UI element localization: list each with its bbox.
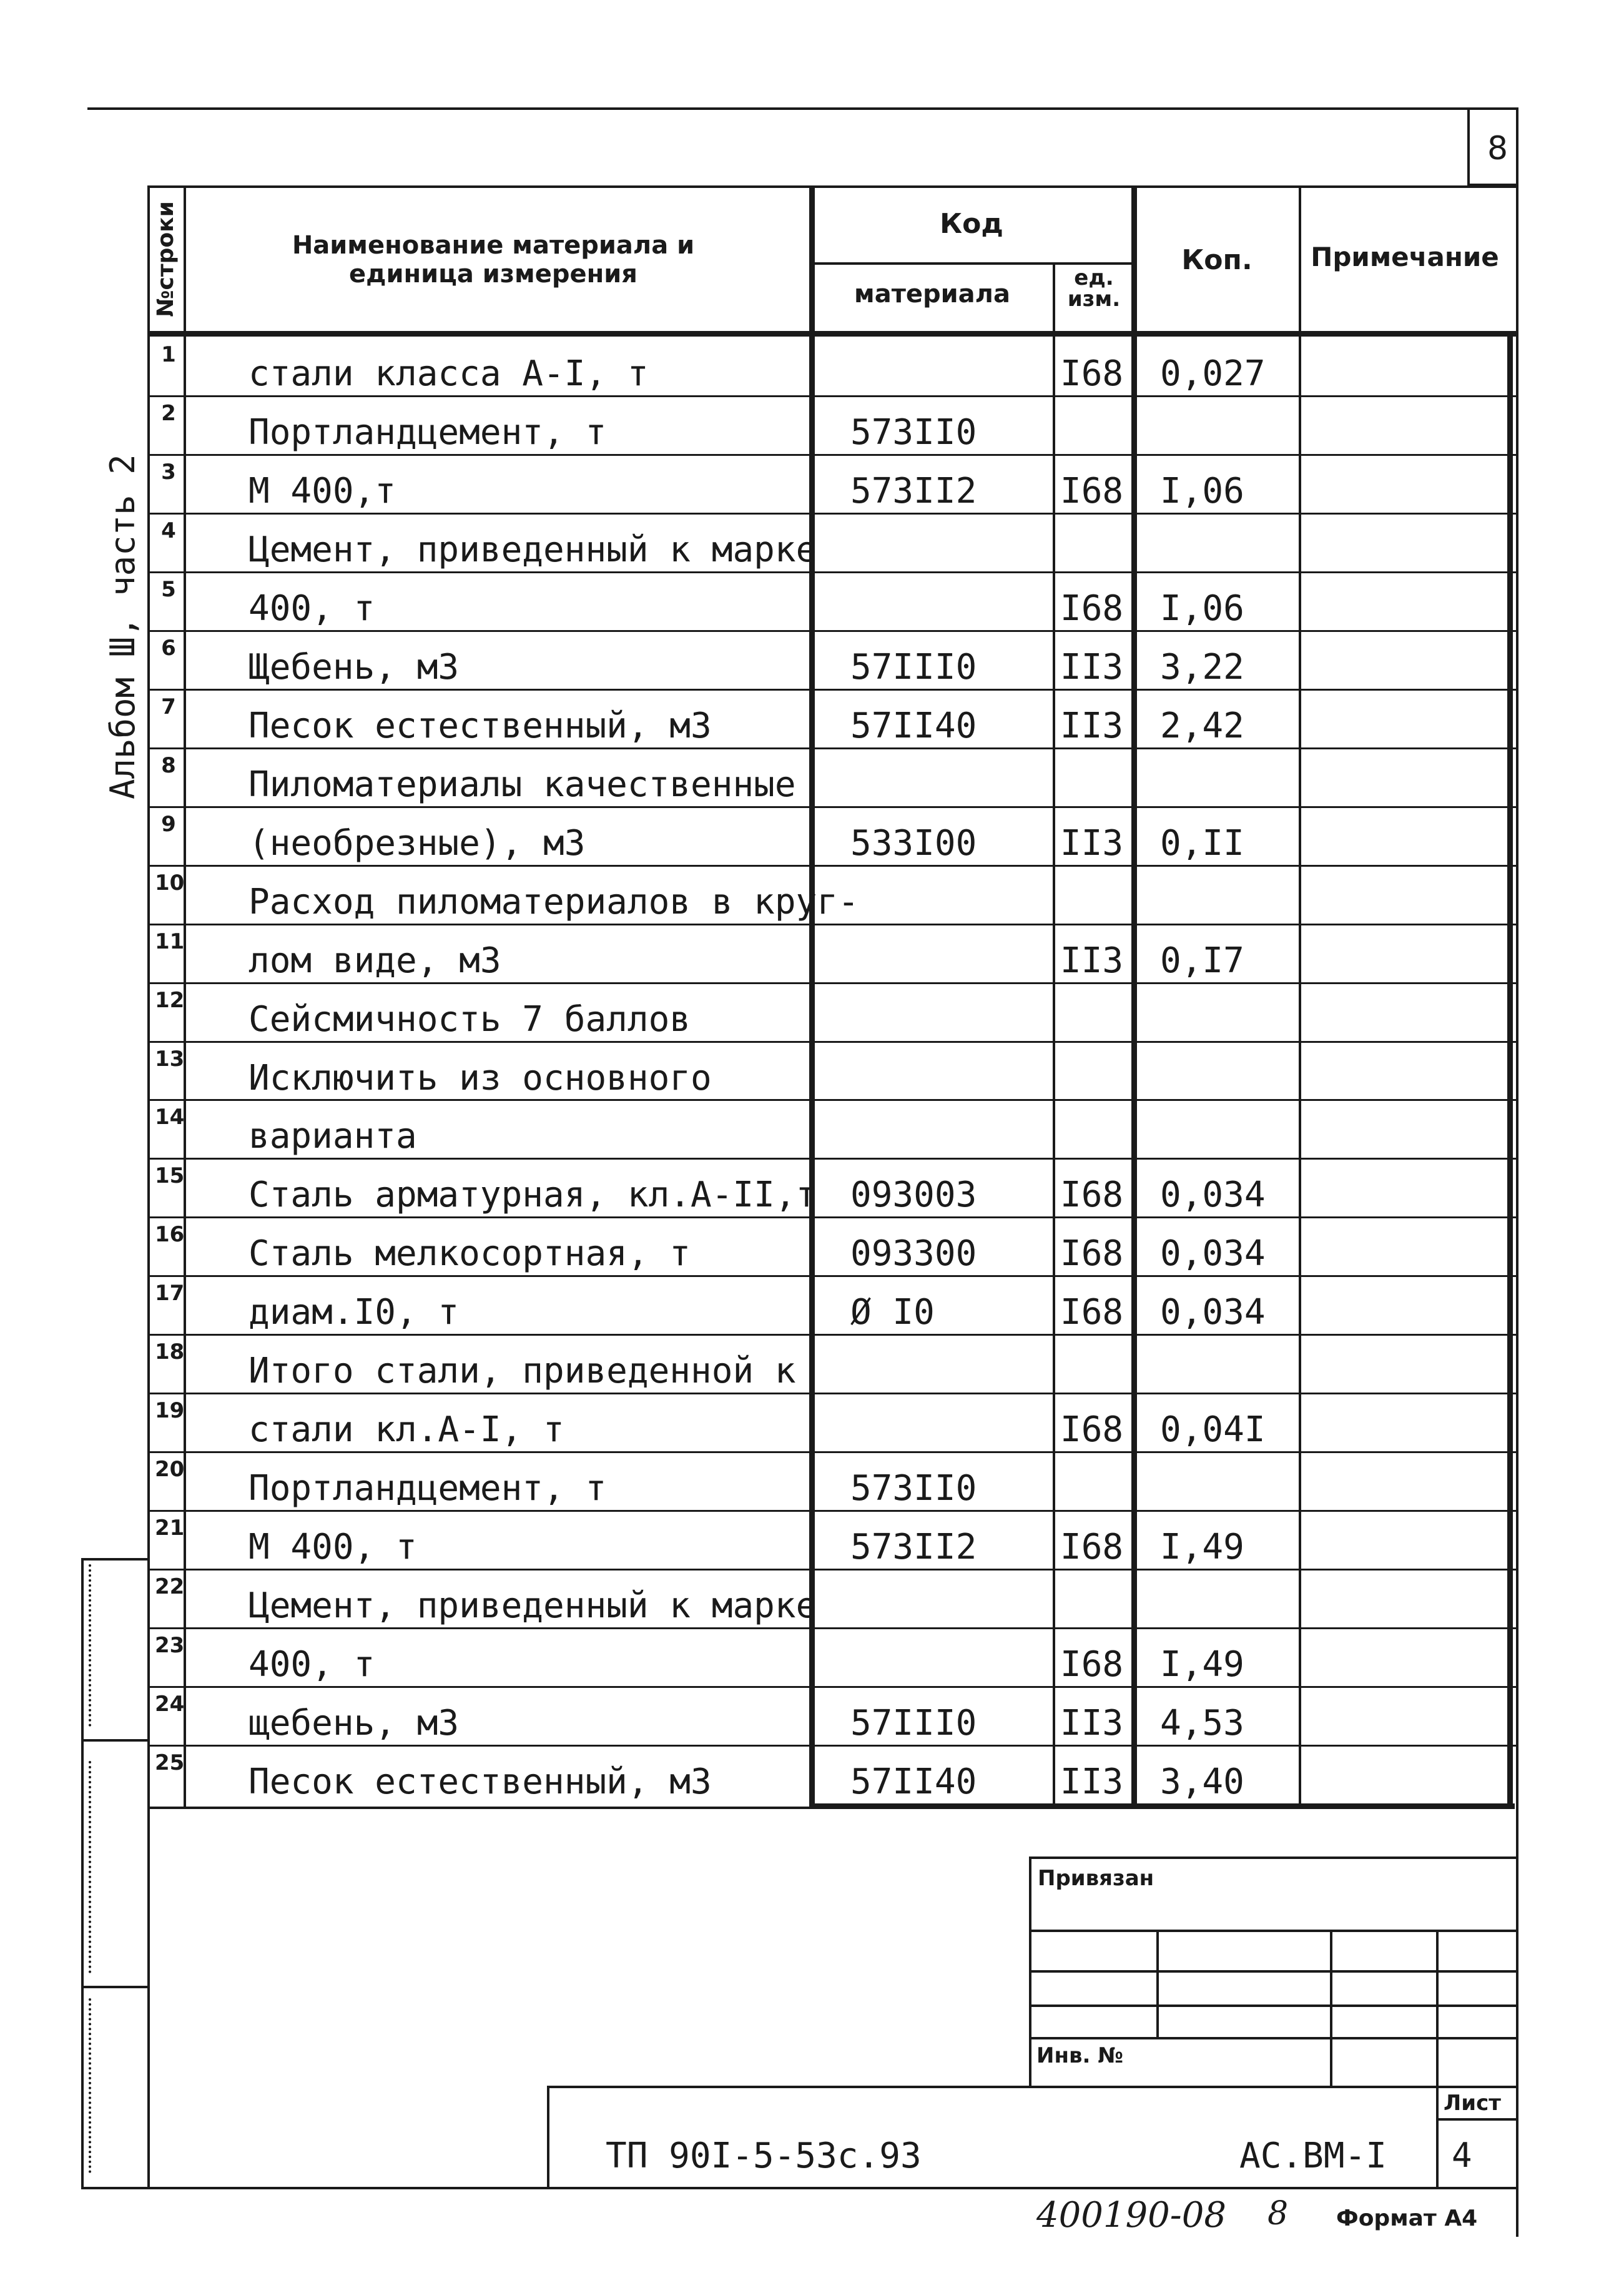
material-name-cell: Песок естественный, м3 (249, 1762, 712, 1802)
row-number-cell: 10 (155, 870, 185, 895)
quantity-cell: 4,53 (1160, 1703, 1244, 1743)
table-row (0, 513, 1624, 571)
unit-code-cell: II3 (1060, 706, 1124, 746)
row-number-cell: 1 (161, 342, 176, 367)
quantity-cell: 3,40 (1160, 1762, 1244, 1802)
row-number-cell: 25 (155, 1750, 185, 1775)
row-number-cell: 3 (161, 460, 176, 485)
material-code-cell: 573II0 (850, 412, 977, 453)
unit-code-cell: I68 (1060, 1233, 1124, 1274)
material-name-cell: стали класса А-I, т (249, 353, 649, 394)
quantity-cell: I,06 (1160, 588, 1244, 629)
unit-code-cell: I68 (1060, 588, 1124, 629)
header-quantity: Коп. (1181, 244, 1252, 276)
side-album-label: Альбом Ш, часть 2 (103, 454, 142, 799)
header-material: материала (854, 280, 1010, 308)
table-row (0, 1216, 1624, 1275)
sheet-label: Лист (1444, 2091, 1501, 2116)
material-name-cell: Щебень, м3 (249, 647, 460, 688)
unit-code-cell: I68 (1060, 1644, 1124, 1685)
header-code: Код (940, 208, 1003, 240)
attached-label: Привязан (1038, 1866, 1154, 1891)
binding-dots-1 (89, 1564, 95, 1727)
table-top-line (147, 185, 1518, 188)
quantity-cell: I,49 (1160, 1527, 1244, 1567)
header-unit: ед. изм. (1067, 265, 1121, 312)
row-number-cell: 15 (155, 1163, 185, 1188)
attached-grid-1 (1029, 1930, 1518, 1932)
material-name-cell: 400, т (249, 588, 375, 629)
material-name-cell: варианта (249, 1116, 417, 1156)
row-number-cell: 9 (161, 812, 176, 837)
quantity-cell: 0,II (1160, 823, 1244, 864)
material-name-cell: М 400, т (249, 1527, 417, 1567)
table-row (0, 630, 1624, 689)
material-code-cell: 573II2 (850, 1527, 977, 1567)
attached-grid-2 (1029, 1970, 1518, 1973)
unit-code-cell: I68 (1060, 1175, 1124, 1215)
material-name-cell: Сталь арматурная, кл.А-II,т (249, 1175, 817, 1215)
table-row (0, 454, 1624, 513)
unit-code-cell: II3 (1060, 823, 1124, 864)
row-number-cell: 2 (161, 401, 176, 426)
row-number-cell: 14 (155, 1105, 185, 1130)
material-code-cell: 573II2 (850, 471, 977, 511)
header-name: Наименование материала и единица измерения (292, 231, 695, 288)
material-name-cell: Расход пиломатериалов в круг- (249, 882, 859, 922)
material-code-cell: Ø I0 (850, 1292, 935, 1333)
sheet-label-line (1436, 2118, 1518, 2121)
unit-code-cell: I68 (1060, 1292, 1124, 1333)
unit-code-cell: I68 (1060, 1409, 1124, 1450)
material-name-cell: Цемент, приведенный к марке (249, 530, 817, 570)
table-row (0, 689, 1624, 747)
table-row (0, 1627, 1624, 1686)
material-name-cell: (необрезные), м3 (249, 823, 586, 864)
material-code-cell: 573II0 (850, 1468, 977, 1509)
row-number-cell: 8 (161, 753, 176, 778)
row-number-cell: 20 (155, 1457, 185, 1482)
material-name-cell: Цемент, приведенный к марке (249, 1585, 817, 1626)
unit-code-cell: II3 (1060, 647, 1124, 688)
handwritten-mark: 8 (1267, 2195, 1289, 2232)
quantity-cell: 0,027 (1160, 353, 1266, 394)
frame-bottom-line (81, 2187, 1518, 2189)
header-row-number: №строки (153, 201, 179, 317)
material-code-cell: 533I00 (850, 823, 977, 864)
row-number-cell: 6 (161, 636, 176, 661)
material-name-cell: М 400,т (249, 471, 396, 511)
material-code-cell: 57II40 (850, 706, 977, 746)
header-note: Примечание (1311, 242, 1499, 272)
quantity-cell: 0,I7 (1160, 940, 1244, 981)
stamp-top-line (547, 2086, 1518, 2088)
row-number-cell: 24 (155, 1692, 185, 1717)
row-number-cell: 5 (161, 577, 176, 602)
frame-top-line (87, 107, 1518, 110)
table-row (0, 806, 1624, 865)
material-name-cell: 400, т (249, 1644, 375, 1685)
material-name-cell: щебень, м3 (249, 1703, 460, 1743)
unit-code-cell: II3 (1060, 1703, 1124, 1743)
header-bottom-line (147, 331, 1518, 337)
quantity-cell: 0,034 (1160, 1233, 1266, 1274)
row-number-cell: 22 (155, 1574, 185, 1599)
table-row (0, 1099, 1624, 1158)
quantity-cell: I,06 (1160, 471, 1244, 511)
sheet-number: 4 (1452, 2136, 1472, 2175)
table-row (0, 1451, 1624, 1510)
table-row (0, 1393, 1624, 1451)
table-row (0, 1686, 1624, 1745)
attached-box-top (1029, 1857, 1518, 1859)
quantity-cell: 2,42 (1160, 706, 1244, 746)
material-name-cell: диам.I0, т (249, 1292, 460, 1333)
material-code-cell: 093300 (850, 1233, 977, 1274)
page-number: 8 (1487, 130, 1508, 167)
quantity-cell: I,49 (1160, 1644, 1244, 1685)
row-number-cell: 7 (161, 694, 176, 719)
binding-margin-mid1 (81, 1739, 149, 1742)
binding-margin-line (81, 1558, 84, 2189)
binding-margin-mid2 (81, 1986, 149, 1988)
table-row (0, 1275, 1624, 1334)
attached-grid-v2 (1330, 1930, 1332, 2087)
table-row (0, 1041, 1624, 1100)
quantity-cell: 0,034 (1160, 1175, 1266, 1215)
row-number-cell: 17 (155, 1281, 185, 1306)
table-row (0, 337, 1624, 395)
attached-grid-3 (1029, 2004, 1518, 2007)
row-number-cell: 23 (155, 1633, 185, 1658)
quantity-cell: 0,04I (1160, 1409, 1266, 1450)
quantity-cell: 3,22 (1160, 647, 1244, 688)
unit-code-cell: I68 (1060, 353, 1124, 394)
attached-grid-v1 (1156, 1930, 1159, 2037)
unit-code-cell: I68 (1060, 471, 1124, 511)
row-number-cell: 11 (155, 929, 185, 954)
table-row (0, 924, 1624, 982)
table-bottom-line (809, 1803, 1515, 1809)
table-bottom-line-left (147, 1807, 812, 1809)
binding-margin-top (81, 1558, 149, 1561)
table-row (0, 395, 1624, 454)
table-row (0, 1158, 1624, 1216)
quantity-cell: 0,034 (1160, 1292, 1266, 1333)
material-name-cell: Портландцемент, т (249, 412, 607, 453)
unit-code-cell: I68 (1060, 1527, 1124, 1567)
row-number-cell: 21 (155, 1516, 185, 1541)
attached-grid-v3 (1436, 1930, 1439, 2187)
material-name-cell: лом виде, м3 (249, 940, 501, 981)
table-row (0, 571, 1624, 630)
row-number-cell: 4 (161, 518, 176, 543)
doc-code: ТП 90I-5-53с.93 (606, 2136, 922, 2176)
material-name-cell: Портландцемент, т (249, 1468, 607, 1509)
binding-dots-2 (89, 1761, 95, 1973)
material-name-cell: стали кл.А-I, т (249, 1409, 564, 1450)
unit-code-cell: II3 (1060, 940, 1124, 981)
code-header-split (809, 262, 1134, 265)
material-code-cell: 57III0 (850, 1703, 977, 1743)
material-name-cell: Итого стали, приведенной к (249, 1351, 796, 1391)
table-row (0, 1334, 1624, 1393)
handwritten-number: 400190-08 (1036, 2195, 1226, 2236)
row-number-cell: 19 (155, 1398, 185, 1423)
material-name-cell: Сталь мелкосортная, т (249, 1233, 691, 1274)
table-row (0, 982, 1624, 1041)
table-row (0, 747, 1624, 806)
material-code-cell: 093003 (850, 1175, 977, 1215)
unit-code-cell: II3 (1060, 1762, 1124, 1802)
sheet-code: АС.ВМ-I (1239, 2136, 1387, 2176)
attached-grid-4 (1029, 2037, 1518, 2039)
inv-label: Инв. № (1036, 2043, 1124, 2068)
binding-dots-3 (89, 1998, 95, 2173)
material-code-cell: 57III0 (850, 647, 977, 688)
table-row (0, 1745, 1624, 1803)
page-number-box-left (1467, 107, 1470, 185)
material-code-cell: 57II40 (850, 1762, 977, 1802)
material-name-cell: Сейсмичность 7 баллов (249, 999, 691, 1040)
table-row (0, 865, 1624, 924)
material-name-cell: Песок естественный, м3 (249, 706, 712, 746)
table-row (0, 1510, 1624, 1569)
format-label: Формат А4 (1336, 2206, 1478, 2231)
row-number-cell: 16 (155, 1222, 185, 1247)
material-name-cell: Исключить из основного (249, 1058, 712, 1098)
material-name-cell: Пиломатериалы качественные (249, 764, 796, 805)
table-row (0, 1569, 1624, 1627)
row-number-cell: 13 (155, 1047, 185, 1072)
stamp-left-line (547, 2086, 549, 2189)
row-number-cell: 18 (155, 1339, 185, 1364)
row-number-cell: 12 (155, 988, 185, 1013)
